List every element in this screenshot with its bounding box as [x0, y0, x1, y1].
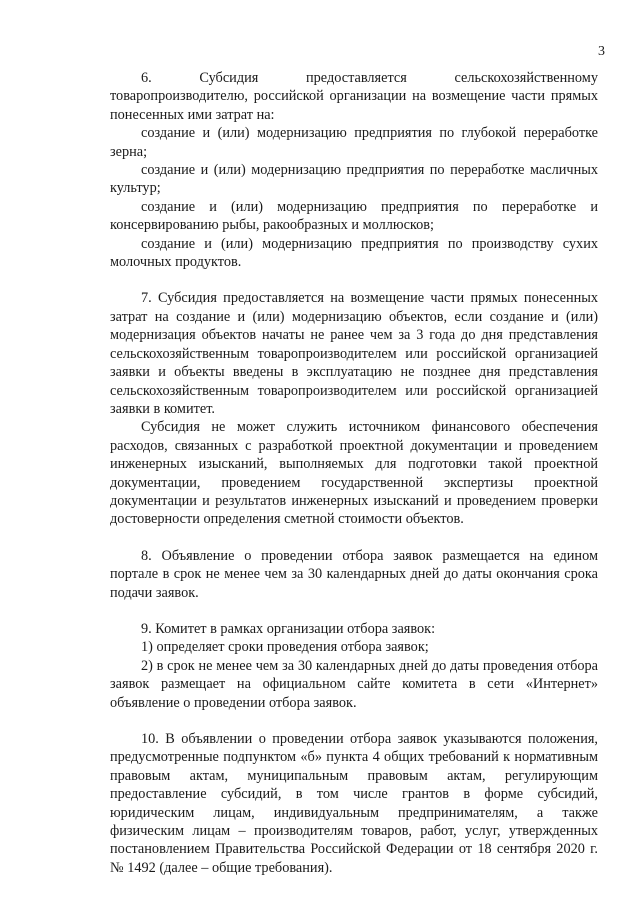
paragraph-7-continued: Субсидия не может служить источником финансового обеспечения расходов, связанных с разработкой проектной документации и проведением инженерных изысканий, выполняемых для подготовки такой проектной документации, проведением государственной экспертизы проектной документации и результатов инженерных изысканий и проведением проверки достоверности определения сметной стоимости объектов.: [110, 419, 598, 528]
list-item: создание и (или) модернизацию предприятия по производству сухих молочных продуктов.: [110, 235, 598, 271]
paragraph-9: 9. Комитет в рамках организации отбора заявок:: [141, 620, 436, 637]
document-body: [110, 69, 598, 877]
paragraph-6: 6. Субсидия предоставляется сельскохозяйственному товаропроизводителю, российской организации на возмещение части прямых понесенных ими затрат на:: [110, 70, 598, 123]
list-item: создание и (или) модернизацию предприятия по переработке масличных культур;: [110, 162, 598, 197]
page-number: 3: [598, 44, 605, 59]
list-item: создание и (или) модернизацию предприятия по глубокой переработке зерна;: [110, 125, 598, 160]
paragraph-7: 7. Субсидия предоставляется на возмещение части прямых понесенных затрат на создание и (или) модернизацию объектов, если создание и (или) модернизация объектов начаты не ранее чем за 3 года до дня представления сельскохозяйственным товаропроизводителем или российской организацией заявки и объекты введены в эксплуатацию не позднее дня представления сельскохозяйственным товаропроизводителем или российской организацией заявки в комитет.: [110, 290, 598, 417]
list-item: 2) в срок не менее чем за 30 календарных дней до даты проведения отбора заявок размещает на официальном сайте комитета в сети «Интернет» объявление о проведении отбора заявок.: [110, 657, 598, 711]
paragraph-8: 8. Объявление о проведении отбора заявок размещается на едином портале в срок не менее чем за 30 календарных дней до даты окончания срока подачи заявок.: [110, 547, 598, 601]
list-item: 1) определяет сроки проведения отбора заявок;: [141, 639, 429, 656]
list-item: создание и (или) модернизацию предприятия по переработке и консервированию рыбы, ракообразных и моллюсков;: [110, 198, 598, 234]
paragraph-10: 10. В объявлении о проведении отбора заявок указываются положения, предусмотренные подпунктом «б» пункта 4 общих требований к нормативным правовым актам, муниципальным правовым актам, регулирующим предоставление субсидий, в том числе грантов в форме субсидий, юридическим лицам, индивидуальным предпринимателям, а также физическим лицам – производителям товаров, работ, услуг, утвержденных постановлением Правительства Российской Федерации от 18 сентября 2020 г. № 1492 (далее – общие требования).: [110, 731, 598, 876]
